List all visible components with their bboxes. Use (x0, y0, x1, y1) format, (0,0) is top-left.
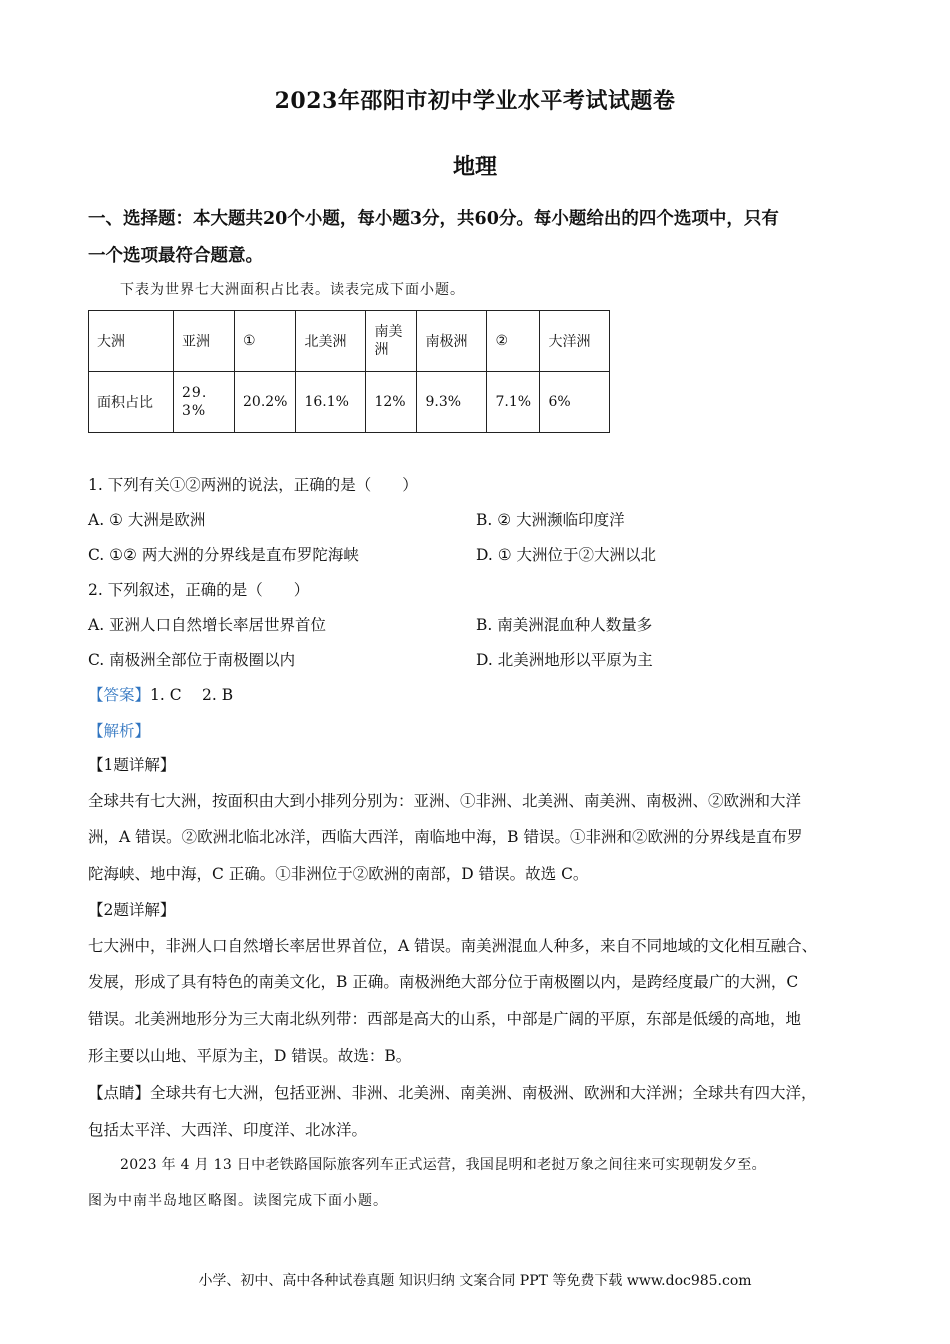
detail-2-line: 错误。北美洲地形分为三大南北纵列带：西部是高大的山系，中部是广阔的平原，东部是低缓的高地，地 (88, 1010, 802, 1028)
continent-area-table (88, 310, 610, 433)
table-value-row (89, 372, 610, 433)
answer-line (88, 683, 233, 705)
table-cell: 南极洲 (417, 311, 487, 372)
table-cell: ② (487, 311, 540, 372)
question-1-stem: 1. 下列有关①②两洲的说法，正确的是（ ） (88, 476, 418, 494)
detail-2-line: 形主要以山地、平原为主，D 错误。故选：B。 (88, 1047, 412, 1065)
tip-line2: 包括太平洋、大西洋、印度洋、北冰洋。 (88, 1121, 368, 1139)
detail-1-label: 【1题详解】 (88, 756, 176, 774)
table-header-row (89, 311, 610, 372)
question-2-option-b: B. 南美洲混血种人数量多 (476, 616, 653, 634)
tip-text: 全球共有七大洲，包括亚洲、非洲、北美洲、南美洲、南极洲、欧洲和大洋洲；全球共有四大洋， (150, 1084, 817, 1102)
tip-label: 【点睛】 (88, 1084, 151, 1102)
detail-2-label: 【2题详解】 (88, 901, 176, 919)
table-cell: 9.3% (417, 372, 487, 433)
table-cell: 16.1% (296, 372, 366, 433)
question-1-option-c: C. ①② 两大洲的分界线是直布罗陀海峡 (88, 546, 359, 564)
analysis-label: 【解析】 (88, 722, 151, 740)
map-intro-line1: 2023 年 4 月 13 日中老铁路国际旅客列车正式运营，我国昆明和老挝万象之间往来可实现朝发夕至。 (120, 1157, 766, 1173)
map-intro-line2: 图为中南半岛地区略图。读图完成下面小题。 (88, 1193, 388, 1209)
table-cell: 北美洲 (296, 311, 366, 372)
subject-title: 地理 (452, 154, 497, 180)
table-cell: ① (235, 311, 296, 372)
question-2-stem: 2. 下列叙述，正确的是（ ） (88, 581, 310, 599)
table-cell: 20.2% (235, 372, 296, 433)
page-footer: 小学、初中、高中各种试卷真题 知识归纳 文案合同 PPT 等免费下载 www.doc985.com (198, 1273, 752, 1289)
question-1-option-b: B. ② 大洲濒临印度洋 (476, 511, 625, 529)
answer-text: 1. C 2. B (150, 686, 234, 704)
table-cell: 7.1% (487, 372, 540, 433)
detail-2-line: 七大洲中，非洲人口自然增长率居世界首位，A 错误。南美洲混血人种多，来自不同地域的文化相互融合、 (88, 937, 818, 955)
detail-2-line: 发展，形成了具有特色的南美文化，B 正确。南极洲绝大部分位于南极圈以内，是跨经度最广的大洲，C (88, 973, 799, 991)
table-intro: 下表为世界七大洲面积占比表。读表完成下面小题。 (120, 282, 465, 298)
tip-line1 (88, 1081, 817, 1103)
table-cell: 6% (540, 372, 610, 433)
table-cell: 南美洲 (366, 311, 417, 372)
table-cell: 大洲 (89, 311, 174, 372)
question-1-option-d: D. ① 大洲位于②大洲以北 (476, 546, 657, 564)
detail-1-line: 洲，A 错误。②欧洲北临北冰洋，西临大西洋，南临地中海，B 错误。①非洲和②欧洲的分界线是直布罗 (88, 828, 803, 846)
table-cell: 12% (366, 372, 417, 433)
answer-label: 【答案】 (88, 686, 151, 704)
detail-1-line: 全球共有七大洲，按面积由大到小排列分别为：亚洲、①非洲、北美洲、南美洲、南极洲、②欧洲和大洋 (88, 792, 802, 810)
table-cell: 大洋洲 (540, 311, 610, 372)
question-1-option-a: A. ① 大洲是欧洲 (88, 511, 206, 529)
section-header-line2: 一个选项最符合题意。 (88, 246, 263, 266)
table-cell: 亚洲 (174, 311, 235, 372)
section-header-line1: 一、选择题：本大题共20个小题，每小题3分，共60分。每小题给出的四个选项中，只有 (88, 209, 779, 229)
table-cell: 29.3% (174, 372, 235, 433)
question-2-option-c: C. 南极洲全部位于南极圈以内 (88, 651, 296, 669)
question-2-option-d: D. 北美洲地形以平原为主 (476, 651, 653, 669)
detail-1-line: 陀海峡、地中海，C 正确。①非洲位于②欧洲的南部，D 错误。故选 C。 (88, 865, 589, 883)
question-2-option-a: A. 亚洲人口自然增长率居世界首位 (88, 616, 327, 634)
exam-title: 2023年邵阳市初中学业水平考试试题卷 (274, 88, 676, 114)
table-cell: 面积占比 (89, 372, 174, 433)
